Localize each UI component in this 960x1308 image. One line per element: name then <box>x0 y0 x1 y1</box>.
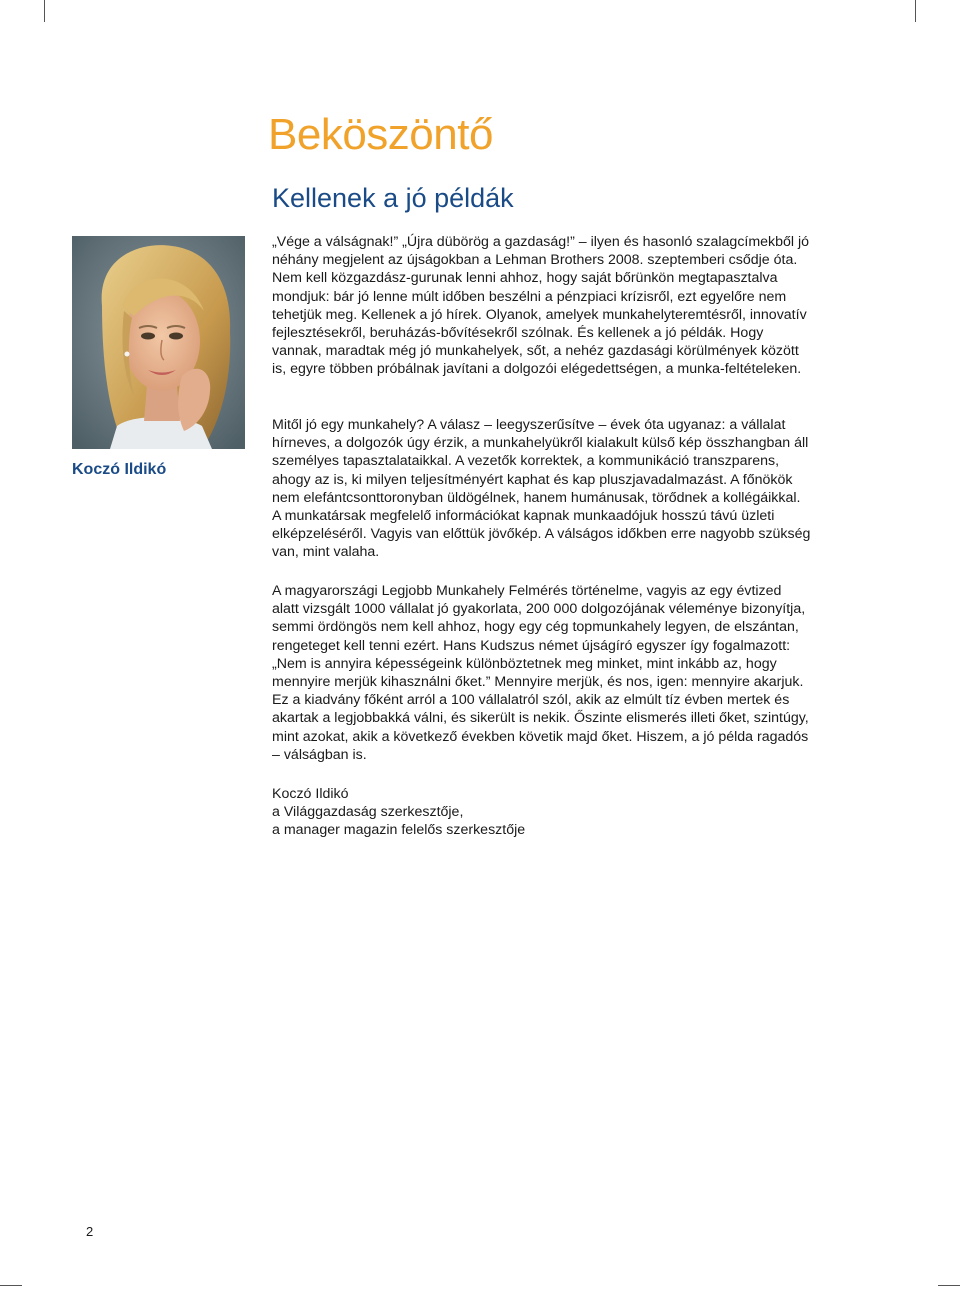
signature-name: Koczó Ildikó <box>272 786 349 802</box>
article-title: Kellenek a jó példák <box>272 183 514 213</box>
paragraph-text: „Vége a válságnak!” „Újra dübörög a gazdaság!” – ilyen és hasonló szalagcímekből jó néhány megjelent az újságokban a Lehman Brothers 2008. szeptemberi csődje óta. Nem kell közgazdász-gurunak lenni ahhoz, hogy saját bőrünkön megtapasztalva mondjuk: bár jó lenne múlt időben beszélni a pénzpiaci krízisről, ezt egyelőre nem tehetjük meg. Kellenek a jó hírek. Olyanok, amelyek munkahelyteremtésről, innovatív fejlesztésekről, beruházás-bővítésekről szólnak. És kellenek a jó példák. Hogy vannak, maradtak még jó munkahelyek, sőt, a nehéz gazdasági körülmények között is, egyre többen próbálnak javítani a dolgozói elégedettségen, a munka-feltételeken. <box>272 234 810 378</box>
signature-role-1: a Világgazdaság szerkesztője, <box>272 804 464 821</box>
body-paragraph <box>272 233 812 379</box>
photo-caption: Koczó Ildikó <box>72 461 167 478</box>
paragraph-text: Mitől jó egy munkahely? A válasz – leegyszerűsítve – évek óta ugyanaz: a vállalat hírneves, a dolgozók úgy érzik, a munkahelyükről kialakult külső kép összhangban áll személyes tapasztalataikkal. A vezetők korrektek, a kommunikáció transzparens, ahogy az is, ki milyen teljesítményért kaphat és kap pluszjavadalmazást. A főnökök nem elefántcsonttoronyban üldögélnek, hanem humánusak, törődnek a kollégáikkal. A munkatársak megfelelő információkat kapnak munkaadójuk hosszú távú üzleti elképzeléséről. Vagyis van előttük jövőkép. A válságos időkben erre nagyobb szükség van, mint valaha. <box>272 417 811 561</box>
crop-mark-top-right <box>915 0 916 22</box>
signature-block <box>272 785 812 840</box>
author-photo <box>72 236 245 449</box>
body-paragraph <box>272 416 812 562</box>
crop-mark-bottom-left <box>0 1285 22 1286</box>
signature-role-2: a manager magazin felelős szerkesztője <box>272 822 526 839</box>
paragraph-text: A magyarországi Legjobb Munkahely Felmérés történelme, vagyis az egy évtized alatt vizsgált 1000 vállalat jó gyakorlata, 200 000 dolgozójának véleménye bizonyítja, semmi ördöngös nem kell ahhoz, hogy egy cég topmunkahely legyen, de elszántan, rengeteget kell tenni ezért. Hans Kudszus német újságíró egyszer így fogalmazott: „Nem is annyira képességeink különböztetnek meg minket, mint inkább az, hogy mennyire merjük kihasználni őket.” Mennyire merjük, és nos, igen: mennyire akarjuk. Ez a kiadvány főként arról a 100 vállalatról szól, akik az elmúlt tíz évben mertek és akartak a legjobbakká válni, és sikerült is nekik. Őszinte elismerés illeti őket, szintúgy, mint azokat, akik a következő években követik majd őket. Hiszem, a jó példa ragadós – válságban is. <box>272 583 809 763</box>
crop-mark-top-left <box>44 0 45 22</box>
page-number: 2 <box>86 1224 94 1239</box>
section-title: Beköszöntő <box>268 110 493 159</box>
crop-mark-bottom-right <box>938 1285 960 1286</box>
body-paragraph <box>272 582 812 764</box>
